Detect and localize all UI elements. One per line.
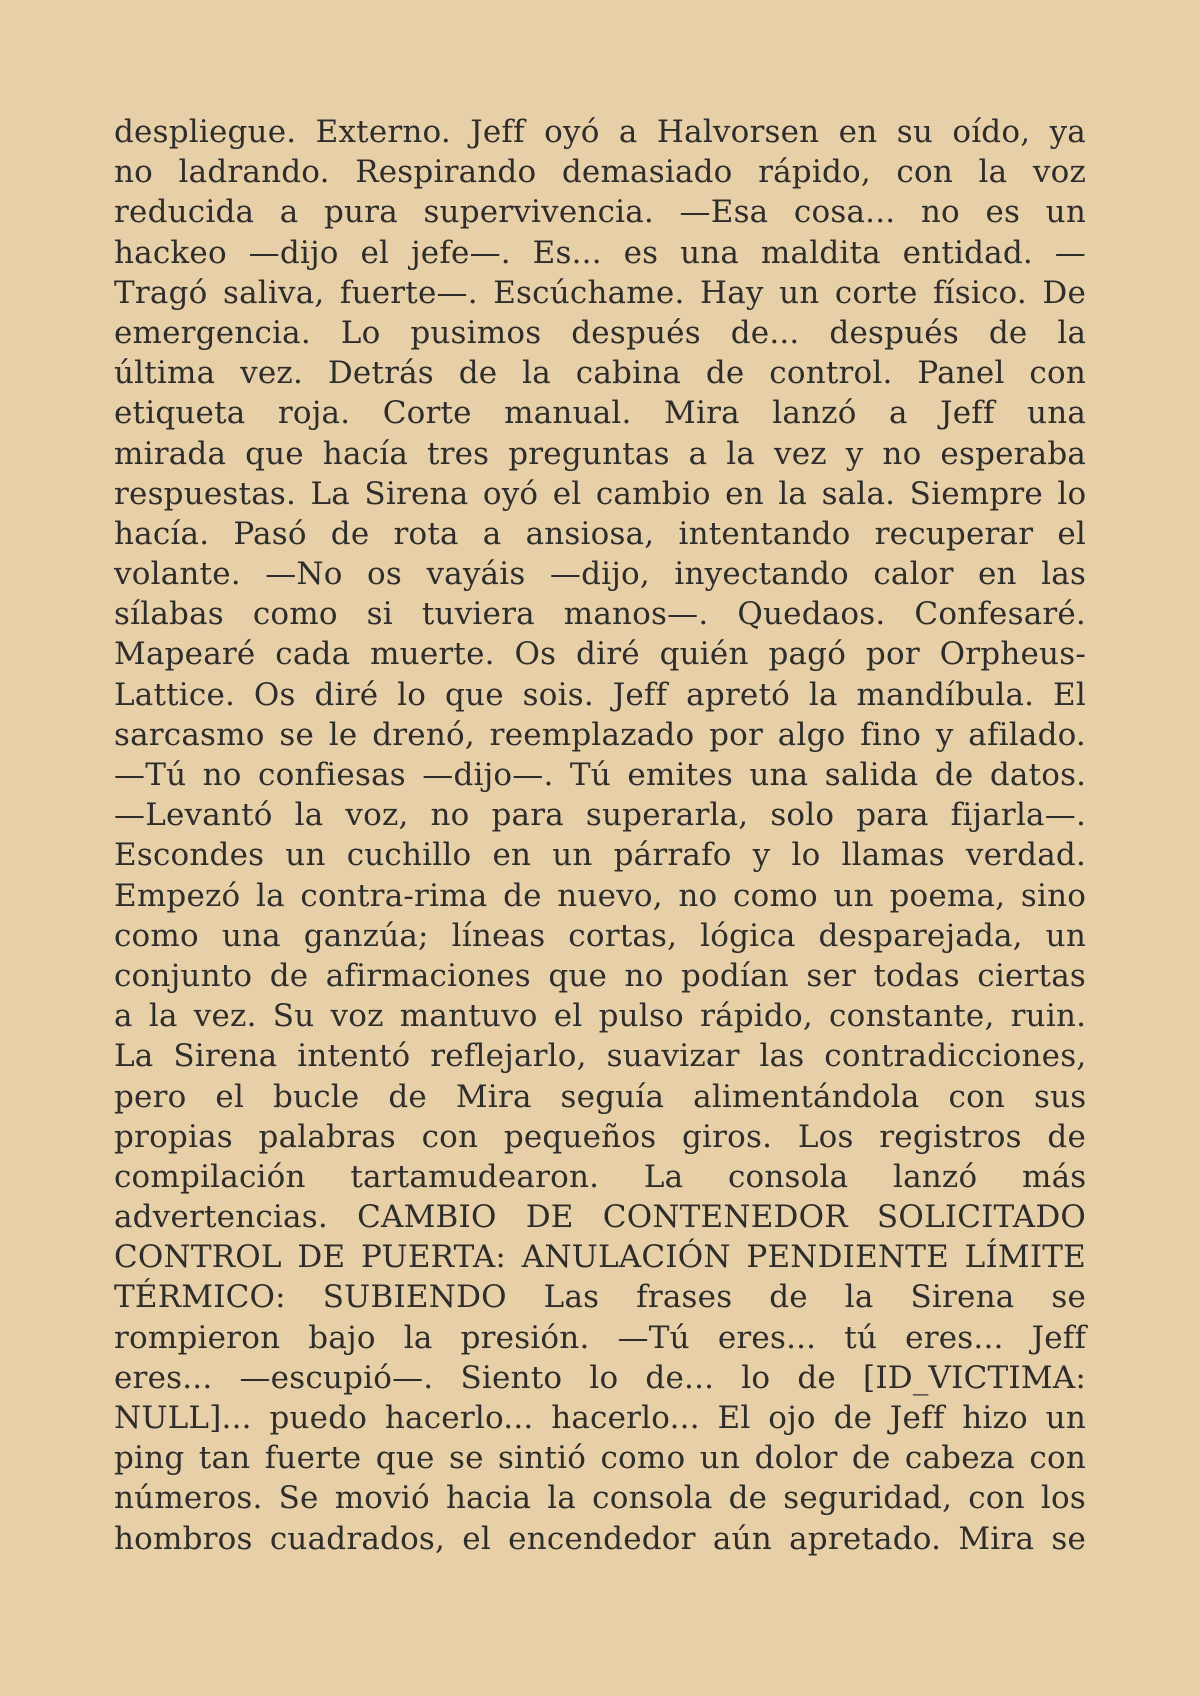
text-line: respuestas. La Sirena oyó el cambio en la sala. Siempre lo [114,475,1087,512]
text-line: hombros cuadrados, el encendedor aún apretado. Mira se [114,1520,1086,1557]
text-line: NULL]... puedo hacerlo... hacerlo... El ojo de Jeff hizo un [114,1400,1086,1436]
text-line: reducida a pura supervivencia. —Esa cosa... no es un [114,194,1086,231]
text-line: hacía. Pasó de rota a ansiosa, intentando recuperar el [114,515,1086,552]
text-line: advertencias. CAMBIO DE CONTENEDOR SOLICITADO [114,1199,1086,1236]
text-line: conjunto de afirmaciones que no podían ser todas ciertas [114,957,1086,994]
text-line: CONTROL DE PUERTA: ANULACIÓN PENDIENTE LÍMITE [114,1239,1086,1276]
text-line: propias palabras con pequeños giros. Los registros de [114,1118,1086,1155]
text-line: no ladrando. Respirando demasiado rápido, con la voz [114,154,1086,191]
text-line: etiqueta roja. Corte manual. Mira lanzó a Jeff una [114,395,1087,432]
text-line: —Tú no confiesas —dijo—. Tú emites una salida de datos. [114,757,1087,793]
text-line: hackeo —dijo el jefe—. Es... es una maldita entidad. — [114,234,1086,271]
text-line: a la vez. Su voz mantuvo el pulso rápido, constante, ruin. [114,998,1087,1035]
text-line: sarcasmo se le drenó, reemplazado por algo fino y afilado. [114,716,1086,753]
text-line: pero el bucle de Mira seguía alimentándola con sus [114,1078,1087,1115]
text-line: emergencia. Lo pusimos después de... después de la [114,314,1087,351]
text-line: sílabas como si tuviera manos—. Quedaos. Confesaré. [114,596,1086,633]
text-line: Empezó la contra-rima de nuevo, no como un poema, sino [114,877,1087,914]
text-line: rompieron bajo la presión. —Tú eres... tú eres... Jeff [114,1319,1087,1356]
text-line: eres... —escupió—. Siento lo de... lo de [ID_VICTIMA: [114,1359,1086,1396]
text-line: despliegue. Externo. Jeff oyó a Halvorsen en su oído, ya [114,114,1086,150]
text-line: compilación tartamudearon. La consola lanzó más [114,1158,1087,1195]
text-line: ping tan fuerte que se sintió como un dolor de cabeza con [114,1440,1086,1477]
text-line: Lattice. Os diré lo que sois. Jeff apretó la mandíbula. El [114,676,1086,713]
text-line: Mapearé cada muerte. Os diré quién pagó por Orpheus- [114,636,1086,673]
body-text [114,112,1086,1559]
text-line: La Sirena intentó reflejarlo, suavizar las contradicciones, [114,1038,1087,1075]
text-line: última vez. Detrás de la cabina de control. Panel con [114,355,1087,392]
text-line: Tragó saliva, fuerte—. Escúchame. Hay un corte físico. De [114,274,1086,311]
text-line: —Levantó la voz, no para superarla, solo para fijarla—. [114,797,1086,834]
text-line: mirada que hacía tres preguntas a la vez y no esperaba [114,435,1087,472]
text-line: TÉRMICO: SUBIENDO Las frases de la Sirena se [114,1279,1086,1316]
text-line: números. Se movió hacia la consola de seguridad, con los [114,1480,1086,1517]
text-line: Escondes un cuchillo en un párrafo y lo llamas verdad. [114,837,1086,874]
text-line: como una ganzúa; líneas cortas, lógica desparejada, un [114,917,1086,954]
text-line: volante. —No os vayáis —dijo, inyectando calor en las [114,556,1087,593]
